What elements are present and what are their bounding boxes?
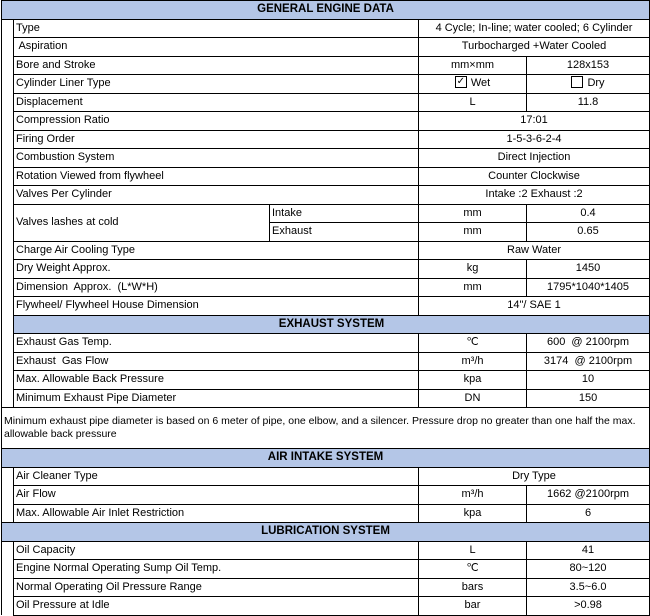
table-row (2, 334, 650, 353)
section-header-lubrication (2, 523, 650, 542)
table-row (2, 186, 650, 205)
row-unit-back-pressure: kpa (419, 371, 527, 390)
table-row (2, 278, 650, 297)
lashes-exhaust-value: 0.65 (527, 223, 650, 242)
row-unit-sump-temp: ℃ (419, 560, 527, 579)
row-value-sump-temp: 80~120 (527, 560, 650, 579)
lashes-intake-value: 0.4 (527, 204, 650, 223)
row-value-dry-weight: 1450 (527, 260, 650, 279)
row-label-firing: Firing Order (14, 130, 419, 149)
table-row (2, 486, 650, 505)
row-label-combustion: Combustion System (14, 149, 419, 168)
row-unit-displacement: L (419, 93, 527, 112)
row-value-pressure-range: 3.5~6.0 (527, 578, 650, 597)
table-row (2, 297, 650, 316)
row-value-charge-air: Raw Water (419, 241, 650, 260)
row-value-gas-temp: 600 @ 2100rpm (527, 334, 650, 353)
wet-checkbox: ✓ (456, 76, 465, 88)
row-value-compression: 17:01 (419, 112, 650, 131)
row-label-back-pressure: Max. Allowable Back Pressure (14, 371, 419, 390)
dry-checkbox (571, 76, 583, 88)
row-unit-pipe-dia: DN (419, 389, 527, 408)
row-value-aspiration: Turbocharged +Water Cooled (419, 38, 650, 57)
row-label-type: Type (14, 19, 419, 38)
row-label-liner: Cylinder Liner Type (14, 75, 419, 94)
row-label-displacement: Displacement (14, 93, 419, 112)
table-row (2, 241, 650, 260)
table-row (2, 112, 650, 131)
table-row (2, 75, 650, 94)
row-label-air-cleaner: Air Cleaner Type (14, 467, 419, 486)
row-label-oil-capacity: Oil Capacity (14, 541, 419, 560)
table-row (2, 541, 650, 560)
table-row (2, 371, 650, 390)
row-label-dimension: Dimension Approx. (L*W*H) (14, 278, 419, 297)
row-value-bore: 128x153 (527, 56, 650, 75)
row-unit-pressure-range: bars (419, 578, 527, 597)
table-row (2, 578, 650, 597)
engine-spec-table (1, 0, 650, 616)
lashes-intake-label: Intake (270, 204, 419, 223)
table-row (2, 560, 650, 579)
table-row (2, 167, 650, 186)
row-label-pressure-range: Normal Operating Oil Pressure Range (14, 578, 419, 597)
row-label-dry-weight: Dry Weight Approx. (14, 260, 419, 279)
row-value-oil-capacity: 41 (527, 541, 650, 560)
table-row (2, 352, 650, 371)
table-row (2, 56, 650, 75)
row-unit-bore: mm×mm (419, 56, 527, 75)
row-value-firing: 1-5-3-6-2-4 (419, 130, 650, 149)
row-label-aspiration: Aspiration (14, 38, 419, 57)
row-value-dimension: 1795*1040*1405 (527, 278, 650, 297)
row-label-pipe-dia: Minimum Exhaust Pipe Diameter (14, 389, 419, 408)
row-value-air-cleaner: Dry Type (419, 467, 650, 486)
section-title-exhaust: EXHAUST SYSTEM (14, 315, 650, 334)
liner-option-dry (527, 75, 650, 94)
table-row (2, 19, 650, 38)
row-value-pipe-dia: 150 (527, 389, 650, 408)
row-label-compression: Compression Ratio (14, 112, 419, 131)
section-title-general: GENERAL ENGINE DATA (2, 1, 650, 20)
row-unit-oil-capacity: L (419, 541, 527, 560)
table-row (2, 467, 650, 486)
section-header-exhaust (2, 315, 650, 334)
row-value-combustion: Direct Injection (419, 149, 650, 168)
row-unit-restriction: kpa (419, 504, 527, 523)
row-label-air-flow: Air Flow (14, 486, 419, 505)
row-label-charge-air: Charge Air Cooling Type (14, 241, 419, 260)
row-unit-gas-temp: ℃ (419, 334, 527, 353)
table-row (2, 38, 650, 57)
table-row (2, 149, 650, 168)
table-row (2, 504, 650, 523)
section-header-air-intake (2, 449, 650, 468)
section-title-lubrication: LUBRICATION SYSTEM (2, 523, 650, 542)
table-row (2, 260, 650, 279)
section-title-air-intake: AIR INTAKE SYSTEM (2, 449, 650, 468)
row-value-rotation: Counter Clockwise (419, 167, 650, 186)
row-label-gas-flow: Exhaust Gas Flow (14, 352, 419, 371)
row-value-air-flow: 1662 @2100rpm (527, 486, 650, 505)
row-unit-dry-weight: kg (419, 260, 527, 279)
lashes-exhaust-label: Exhaust (270, 223, 419, 242)
dry-label: Dry (587, 77, 605, 90)
row-label-idle-pressure: Oil Pressure at Idle (14, 597, 419, 616)
row-value-gas-flow: 3174 @ 2100rpm (527, 352, 650, 371)
row-label-valves: Valves Per Cylinder (14, 186, 419, 205)
row-unit-gas-flow: m³/h (419, 352, 527, 371)
row-label-lashes: Valves lashes at cold (14, 204, 270, 241)
row-unit-idle-pressure: bar (419, 597, 527, 616)
exhaust-note: Minimum exhaust pipe diameter is based on 6 meter of pipe, one elbow, and a silencer. Pressure drop no greater than one half the max. allowable back pressure (2, 408, 650, 449)
row-value-flywheel: 14"/ SAE 1 (419, 297, 650, 316)
row-value-restriction: 6 (527, 504, 650, 523)
lashes-exhaust-unit: mm (419, 223, 527, 242)
table-row (2, 597, 650, 616)
row-label-rotation: Rotation Viewed from flywheel (14, 167, 419, 186)
row-value-type: 4 Cycle; In-line; water cooled; 6 Cylinder (419, 19, 650, 38)
table-row (2, 389, 650, 408)
row-value-valves: Intake :2 Exhaust :2 (419, 186, 650, 205)
table-row (2, 130, 650, 149)
row-label-bore: Bore and Stroke (14, 56, 419, 75)
row-value-back-pressure: 10 (527, 371, 650, 390)
row-label-sump-temp: Engine Normal Operating Sump Oil Temp. (14, 560, 419, 579)
row-unit-air-flow: m³/h (419, 486, 527, 505)
table-row (2, 93, 650, 112)
wet-label: Wet (470, 77, 491, 90)
row-label-flywheel: Flywheel/ Flywheel House Dimension (14, 297, 419, 316)
row-label-gas-temp: Exhaust Gas Temp. (14, 334, 419, 353)
row-unit-dimension: mm (419, 278, 527, 297)
row-value-displacement: 11.8 (527, 93, 650, 112)
liner-option-wet (419, 75, 527, 94)
lashes-intake-unit: mm (419, 204, 527, 223)
table-row (2, 204, 650, 223)
table-row (2, 408, 650, 449)
section-header-general (2, 1, 650, 20)
row-label-restriction: Max. Allowable Air Inlet Restriction (14, 504, 419, 523)
row-value-idle-pressure: >0.98 (527, 597, 650, 616)
